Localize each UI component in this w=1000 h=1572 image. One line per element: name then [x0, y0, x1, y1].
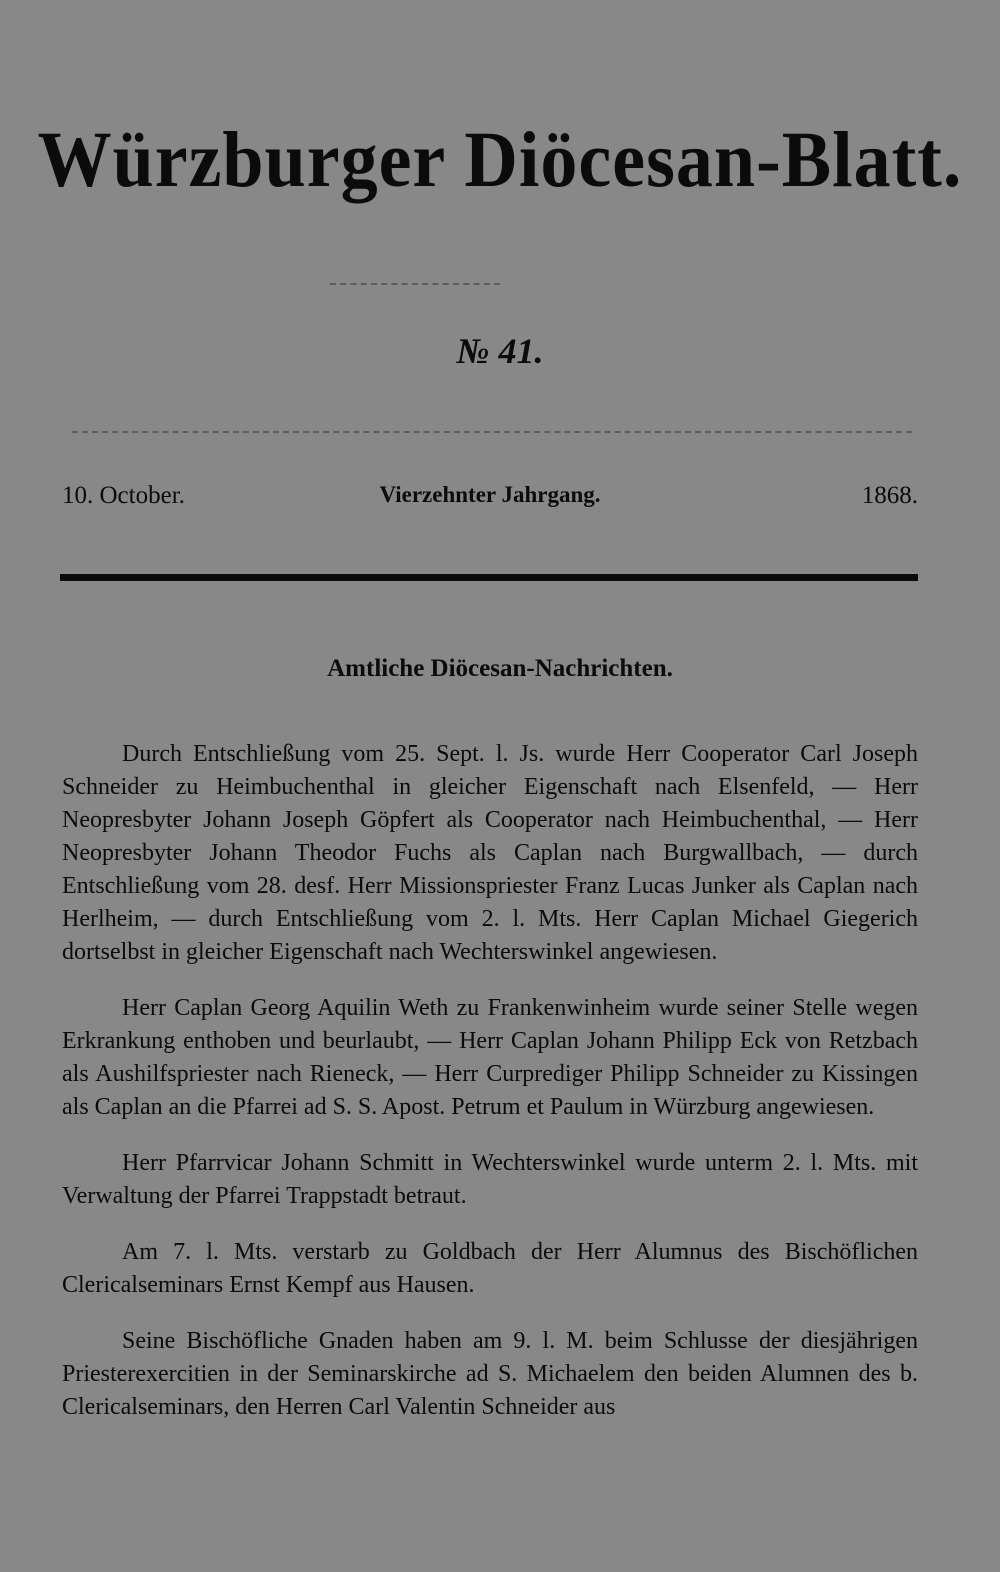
paragraph-1: Durch Entschließung vom 25. Sept. l. Js. wurde Herr Cooperator Carl Joseph Schneider zu Heimbuchenthal in gleicher Eigenschaft nach Elsenfeld, — Herr Neopresbyter Johann Joseph Göpfert als Cooperator nach Heimbuchenthal, — Herr Neopresbyter Johann Theodor Fuchs als Caplan nach Burgwallbach, — durch Entschließung vom 28. desf. Herr Missionspriester Franz Lucas Junker als Caplan nach Herlheim, — durch Entschließung vom 2. l. Mts. Herr Caplan Michael Giegerich dortselbst in gleicher Eigenschaft nach Wechterswinkel angewiesen. — [62, 741, 918, 965]
issue-year: 1868. — [861, 482, 918, 509]
masthead-title: Würzburger Diöcesan-Blatt. — [37, 115, 963, 205]
paragraph-2: Herr Caplan Georg Aquilin Weth zu Frankenwinheim wurde seiner Stelle wegen Erkrankung enthoben und beurlaubt, — Herr Caplan Johann Philipp Eck von Retzbach als Aushilfspriester nach Rieneck, — Herr Curprediger Philipp Schneider zu Kissingen als Caplan an die Pfarrei ad S. S. Apost. Petrum et Paulum in Würzburg angewiesen. — [62, 995, 918, 1120]
issue-number: № 41. — [456, 331, 544, 371]
article-body — [62, 738, 918, 1447]
paragraph-3: Herr Pfarrvicar Johann Schmitt in Wechterswinkel wurde unterm 2. l. Mts. mit Verwaltung der Pfarrei Trappstadt betraut. — [62, 1150, 918, 1209]
section-heading: Amtliche Diöcesan-Nachrichten. — [327, 655, 673, 682]
volume-label: Vierzehnter Jahrgang. — [379, 482, 601, 507]
issue-divider — [72, 431, 912, 433]
dateline — [62, 482, 918, 522]
heavy-rule — [60, 574, 918, 581]
top-divider — [330, 283, 500, 285]
issue-date: 10. October. — [62, 482, 185, 509]
paragraph-4: Am 7. l. Mts. verstarb zu Goldbach der Herr Alumnus des Bischöflichen Clericalseminars Ernst Kempf aus Hausen. — [62, 1239, 918, 1298]
paragraph-5: Seine Bischöfliche Gnaden haben am 9. l. M. beim Schlusse der diesjährigen Priesterexercitien in der Seminarskirche ad S. Michaelem den beiden Alumnen des b. Clericalseminars, den Herren Carl Valentin Schneider aus — [62, 1328, 918, 1420]
